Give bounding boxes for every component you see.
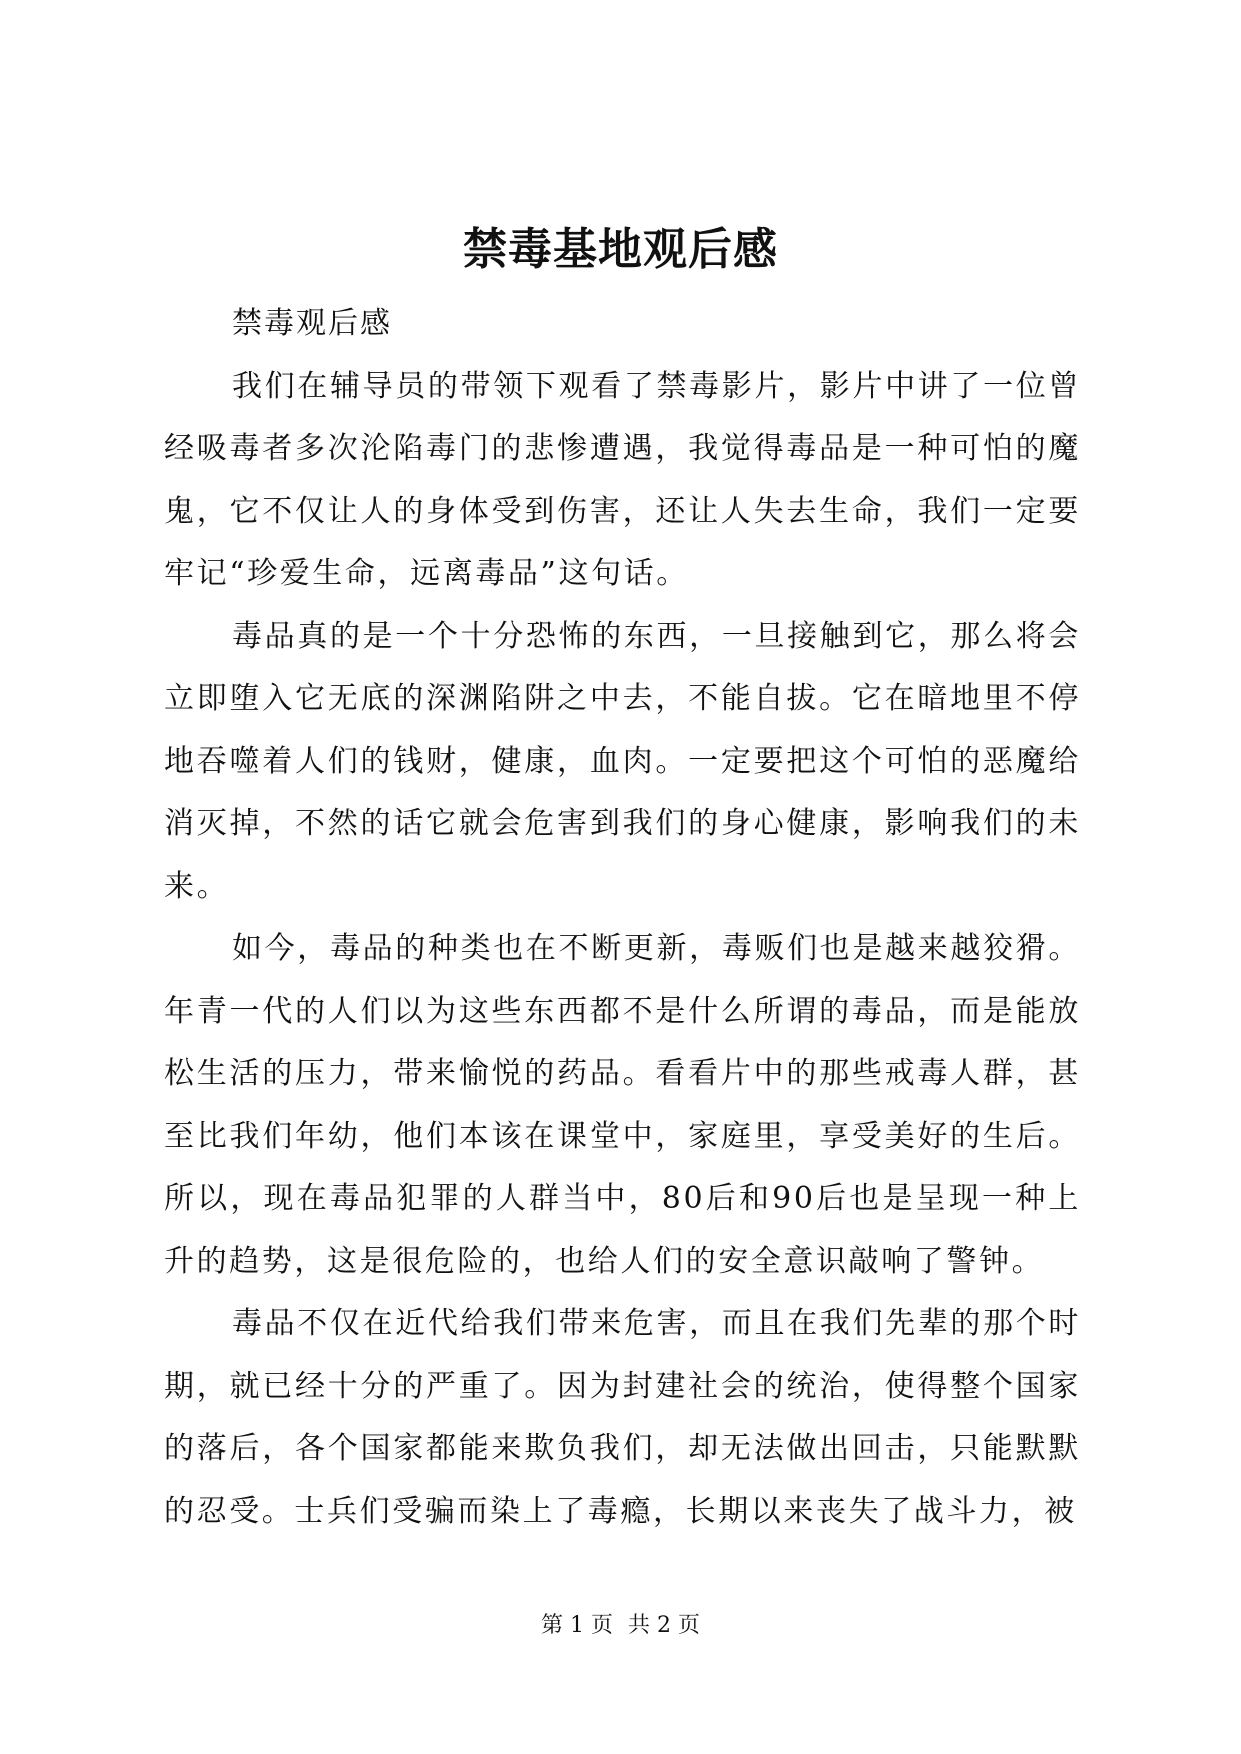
paragraph-2: 毒品真的是一个十分恐怖的东西，一旦接触到它，那么将会立即堕入它无底的深渊陷阱之中去，不能自拔。它在暗地里不停地吞噬着人们的钱财，健康，血肉。一定要把这个可怕的恶魔给消灭掉，不然的话它就会危害到我们的身心健康，影响我们的未来。 [164,618,1081,904]
page-total: 共 2 页 [628,1613,700,1638]
paragraph-1: 我们在辅导员的带领下观看了禁毒影片，影片中讲了一位曾经吸毒者多次沦陷毒门的悲惨遭遇，我觉得毒品是一种可怕的魔鬼，它不仅让人的身体受到伤害，还让人失去生命，我们一定要牢记“珍爱生命，远离毒品”这句话。 [164,368,1081,591]
paragraph-3: 如今，毒品的种类也在不断更新，毒贩们也是越来越狡猾。年青一代的人们以为这些东西都不是什么所谓的毒品，而是能放松生活的压力，带来愉悦的药品。看看片中的那些戒毒人群，甚至比我们年幼，他们本该在课堂中，家庭里，享受美好的生后。所以，现在毒品犯罪的人群当中，80后和90后也是呈现一种上升的趋势，这是很危险的，也给人们的安全意识敲响了警钟。 [164,931,1081,1279]
document-title: 禁毒基地观后感 [463,224,778,275]
document-body [164,293,1081,1543]
page-footer [0,1611,1241,1641]
document-subtitle: 禁毒观后感 [232,306,392,341]
page-number: 第 1 页 [541,1613,613,1638]
paragraph-4: 毒品不仅在近代给我们带来危害，而且在我们先辈的那个时期，就已经十分的严重了。因为封建社会的统治，使得整个国家的落后，各个国家都能来欺负我们，却无法做出回击，只能默默的忍受。士兵们受骗而染上了毒瘾，长期以来丧失了战斗力，被 [164,1306,1081,1529]
